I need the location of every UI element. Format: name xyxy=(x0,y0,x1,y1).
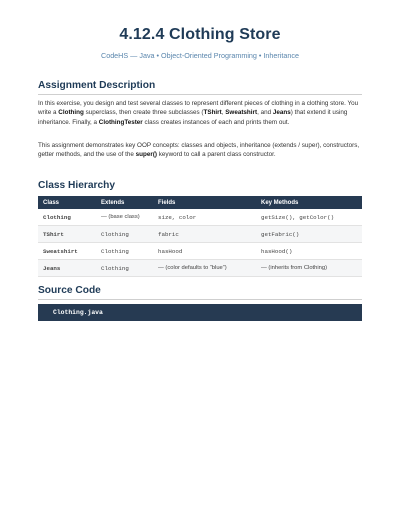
column-header-fields: Fields xyxy=(153,196,256,209)
p1-text-6: class creates instances of each and prints them out. xyxy=(142,118,290,126)
assignment-divider xyxy=(38,94,362,95)
table-row xyxy=(38,209,362,226)
p1-text-2: superclass, then create three subclasses ( xyxy=(83,109,204,117)
source-file-header: Clothing.java xyxy=(38,304,362,321)
page-title: 4.12.4 Clothing Store xyxy=(119,26,281,43)
table-row xyxy=(38,260,362,277)
cell-class: TShirt xyxy=(38,226,96,243)
cell-extends: Clothing xyxy=(96,260,153,277)
cell-key-methods: getFabric() xyxy=(256,226,362,243)
assignment-paragraph-1 xyxy=(38,99,363,127)
cell-fields: hasHood xyxy=(153,243,256,260)
p1-text-1: In this exercise, you design and test several classes to represent different pieces of clothing in a clothing store. You write a xyxy=(38,100,359,117)
hierarchy-heading: Class Hierarchy xyxy=(38,180,116,191)
source-heading: Source Code xyxy=(38,285,101,296)
page-subtitle: CodeHS — Java • Object-Oriented Programming • Inheritance xyxy=(101,51,299,60)
cell-class: Jeans xyxy=(38,260,96,277)
p1-text-5: ) that extend it using inheritance. Finally, a xyxy=(38,109,348,126)
column-header-class: Class xyxy=(38,196,96,209)
cell-fields: size, color xyxy=(153,209,256,226)
column-header-extends: Extends xyxy=(96,196,153,209)
cell-fields: fabric xyxy=(153,226,256,243)
cell-class: Sweatshirt xyxy=(38,243,96,260)
p1-bold-sweatshirt: Sweatshirt xyxy=(225,109,258,117)
table-row xyxy=(38,243,362,260)
cell-extends: — (base class) xyxy=(96,209,153,226)
p1-bold-clothingtester: ClothingTester xyxy=(98,118,143,126)
table-header-row xyxy=(38,196,362,209)
p2-bold-super: super() xyxy=(135,151,158,159)
cell-extends: Clothing xyxy=(96,243,153,260)
cell-key-methods: — (inherits from Clothing) xyxy=(256,260,362,277)
p1-text-4: , and xyxy=(257,109,273,117)
assignment-heading: Assignment Description xyxy=(38,80,156,91)
assignment-paragraph-2 xyxy=(38,141,363,160)
p1-bold-clothing: Clothing xyxy=(58,109,84,117)
cell-key-methods: getSize(), getColor() xyxy=(256,209,362,226)
cell-extends: Clothing xyxy=(96,226,153,243)
p1-bold-jeans: Jeans xyxy=(272,109,291,117)
p2-text-1: This assignment demonstrates key OOP concepts: classes and objects, inheritance (extends / super), constructors, getter methods, and the use of the xyxy=(38,142,360,159)
p2-text-2: keyword to call a parent class constructor. xyxy=(157,151,276,159)
cell-key-methods: hasHood() xyxy=(256,243,362,260)
column-header-key-methods: Key Methods xyxy=(256,196,362,209)
cell-class: Clothing xyxy=(38,209,96,226)
p1-text-3: , xyxy=(221,109,226,117)
p1-bold-tshirt: TShirt xyxy=(203,109,222,117)
cell-fields: — (color defaults to “blue”) xyxy=(153,260,256,277)
class-hierarchy-table xyxy=(38,196,362,277)
source-divider xyxy=(38,299,362,300)
table-row xyxy=(38,226,362,243)
